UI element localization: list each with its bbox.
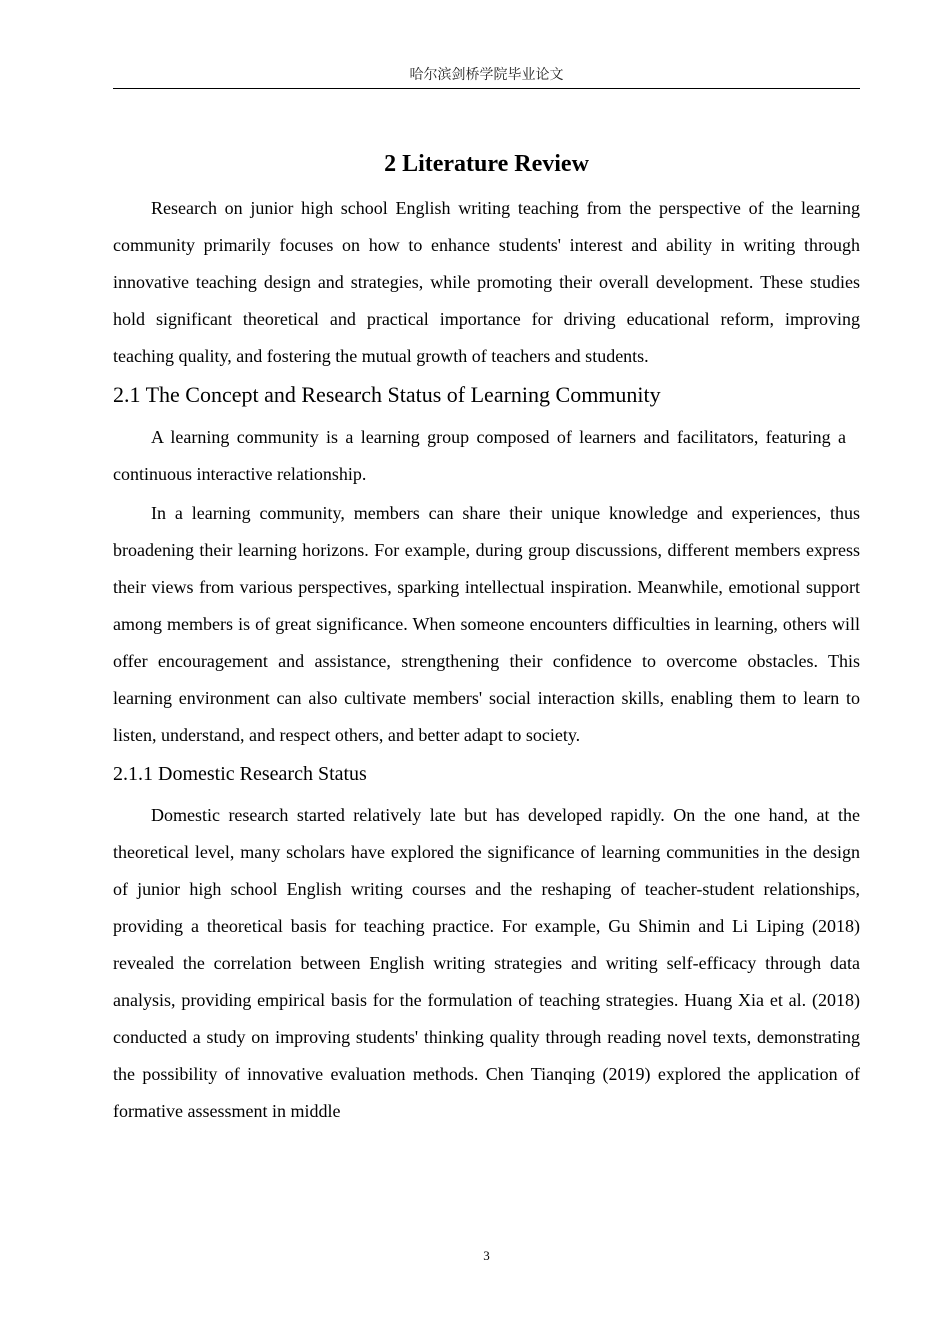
subsection-title: 2.1.1 Domestic Research Status bbox=[113, 763, 367, 785]
chapter-intro-paragraph: Research on junior high school English writing teaching from the perspective of the learning community primarily focuses on how to enhance students' interest and ability in writing through innovative teaching design and strategies, while promoting their overall development. These studies hold significant theoretical and practical importance for driving educational reform, improving teaching quality, and fostering the mutual growth of teachers and students. bbox=[113, 198, 860, 366]
running-header: 哈尔滨剑桥学院毕业论文 bbox=[409, 67, 564, 83]
section-title: 2.1 The Concept and Research Status of Learning Community bbox=[113, 382, 661, 407]
header-rule bbox=[113, 88, 860, 89]
chapter-title: 2 Literature Review bbox=[384, 151, 589, 177]
section-paragraph: A learning community is a learning group composed of learners and facilitators, featuring a continuous interactive relationship. bbox=[113, 427, 846, 484]
section-paragraph: In a learning community, members can share their unique knowledge and experiences, thus broadening their learning horizons. For example, during group discussions, different members express their views from various perspectives, sparking intellectual inspiration. Meanwhile, emotional support among members is of great significance. When someone encounters difficulties in learning, others will offer encouragement and assistance, strengthening their confidence to overcome obstacles. This learning environment can also cultivate members' social interaction skills, enabling them to learn to listen, understand, and respect others, and better adapt to society. bbox=[113, 503, 860, 745]
page-number: 3 bbox=[483, 1248, 490, 1263]
subsection-paragraph: Domestic research started relatively late but has developed rapidly. On the one hand, at the theoretical level, many scholars have explored the significance of learning communities in the design of junior high school English writing courses and the reshaping of teacher-student relationships, providing a theoretical basis for teaching practice. For example, Gu Shimin and Li Liping (2018) revealed the correlation between English writing strategies and writing self-efficacy through data analysis, providing empirical basis for the formulation of teaching strategies. Huang Xia et al. (2018) conducted a study on improving students' thinking quality through reading novel texts, demonstrating the possibility of innovative evaluation methods. Chen Tianqing (2019) explored the application of formative assessment in middle bbox=[113, 805, 860, 1121]
page-body bbox=[113, 146, 860, 1130]
